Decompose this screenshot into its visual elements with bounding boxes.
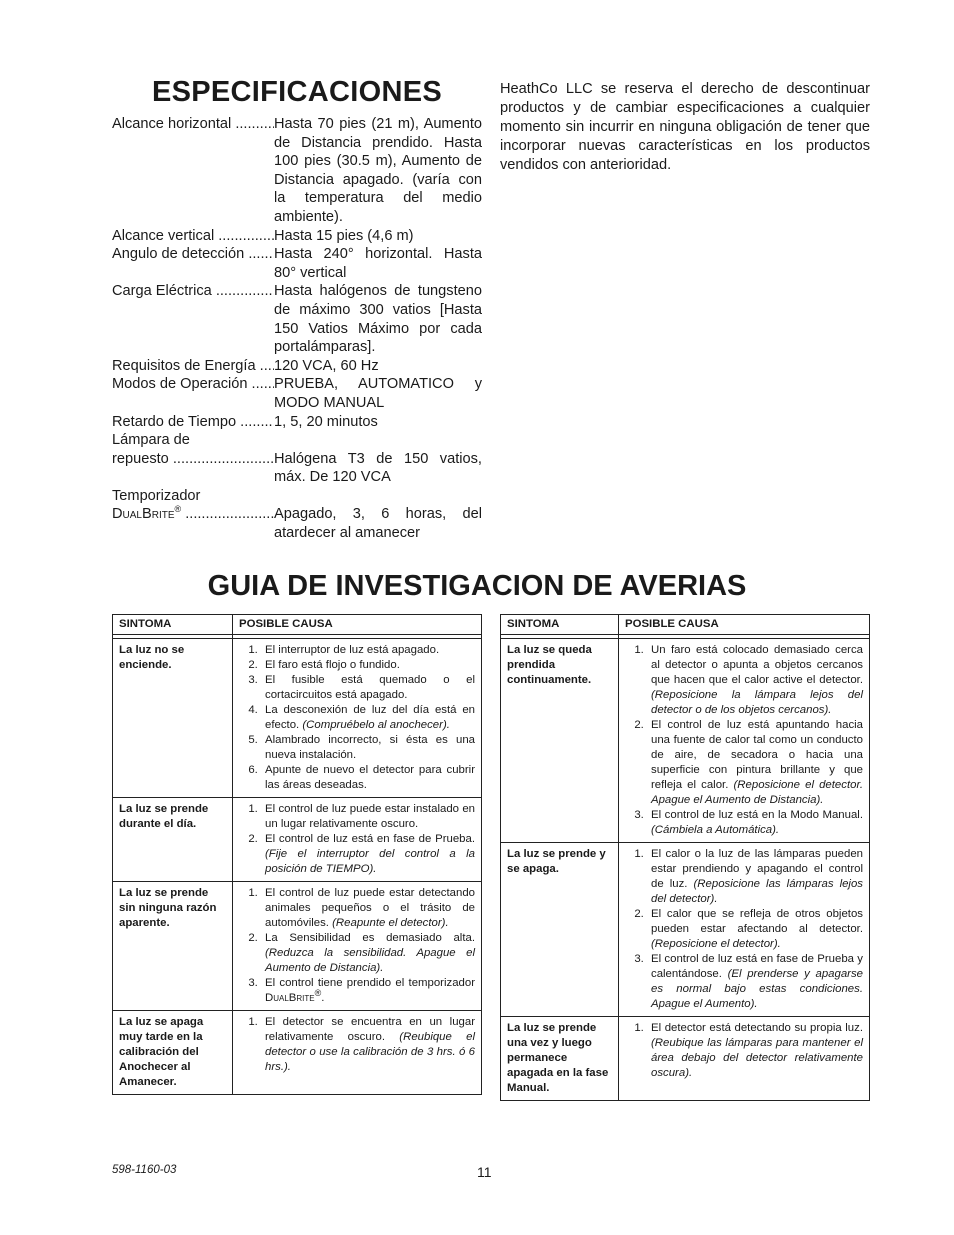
cause-note: (El prenderse y apagarse es normal bajo estas condiciones. Apague el Aumento). — [651, 968, 863, 1010]
spec-value: Hasta 70 pies (21 m), Aumento de Distancia prendido. Hasta 100 pies (30.5 m), Aumento de Distancia apagado. (varía con la temperatura del medio ambiente). — [274, 116, 482, 225]
cause-item — [647, 1021, 863, 1081]
spec-label-line: Temporizador — [112, 487, 201, 504]
spec-value: 120 VCA, 60 Hz — [274, 357, 379, 374]
cause-text: Apunte de nuevo el detector para cubrir las áreas deseadas. — [265, 764, 475, 791]
cause-item — [261, 976, 475, 1006]
cause-item — [647, 808, 863, 838]
cause-text: El detector está detectando su propia luz. — [651, 1022, 863, 1034]
cause-item — [261, 673, 475, 703]
registered-mark: ® — [174, 505, 182, 515]
cause-text: El fusible está quemado o el cortacircuitos está apagado. — [265, 674, 475, 701]
cause-item — [261, 763, 475, 793]
disclaimer-paragraph: HeathCo LLC se reserva el derecho de descontinuar productos y de cambiar especificaciones a cualquier momento sin incurrir en ninguna obligación de tener que incorporar nuevas características en los productos vendidos con anterioridad. — [500, 81, 870, 173]
cause-note: (Reposicione la lámpara lejos del detector o de los objetos cercanos). — [651, 689, 863, 716]
spec-label — [112, 375, 274, 412]
symptom-cell: La luz se prende y se apaga. — [501, 843, 619, 1017]
spec-label-value: DualBrite — [112, 506, 175, 523]
spec-value: PRUEBA, AUTOMATICO y MODO MANUAL — [274, 376, 482, 411]
symptom-cell: La luz no se enciende. — [113, 639, 233, 798]
symptom-cell: La luz se prende sin ninguna razón aparente. — [113, 882, 233, 1011]
spec-row — [112, 227, 482, 246]
cause-note: (Reposicione el detector). — [651, 938, 781, 950]
registered-mark: ® — [314, 988, 322, 999]
cause-text: El control de luz está en fase de Prueba. — [265, 833, 475, 845]
cause-list — [625, 643, 863, 838]
cause-note: (Fije el interruptor del control a la posición de TIEMPO). — [265, 848, 475, 875]
cause-item — [261, 733, 475, 763]
spec-label-text — [112, 358, 274, 374]
cause-text: El detector se encuentra en un lugar relativamente oscuro. — [265, 1016, 475, 1043]
spec-row — [112, 375, 482, 412]
specifications-title: ESPECIFICACIONES — [151, 76, 442, 108]
header-symptom: SINTOMA — [113, 615, 233, 635]
cause-text: El calor que se refleja de otros objetos pueden estar afectando al detector. — [651, 908, 863, 935]
cause-text: El control de luz está apuntando hacia una fuente de calor tal como un conducto de aire, de secadora o hacia una superficie con pintura brillante y que refleja el calor. — [651, 719, 863, 791]
spec-label-value: Retardo de Tiempo — [112, 413, 237, 430]
symptom-cell: La luz se apaga muy tarde en la calibración del Anochecer al Amanecer. — [113, 1011, 233, 1095]
spec-row — [112, 450, 482, 487]
spec-value: Hasta 240° horizontal. Hasta 80° vertical — [274, 246, 482, 281]
cause-item — [261, 931, 475, 976]
cause-note: (Reposicione las lámparas lejos del detector). — [651, 878, 863, 905]
cause-item — [647, 718, 863, 808]
cause-cell — [233, 639, 482, 798]
spec-label — [112, 282, 274, 356]
cause-text: El faro está flojo o fundido. — [265, 659, 400, 671]
cause-tail: . — [321, 992, 325, 1004]
cause-text: El control de luz está en la Modo Manual. — [651, 809, 863, 821]
spec-label-text — [112, 116, 274, 132]
table-row — [113, 798, 482, 882]
cause-text: La Sensibilidad es demasiado alta. — [265, 932, 475, 944]
spec-row — [112, 505, 482, 542]
cause-note: (Reapunte el detector). — [332, 917, 449, 929]
cause-text: El control tiene prendido el temporizador — [265, 977, 475, 989]
brand-name: DualBrite — [265, 992, 315, 1004]
cause-item — [647, 643, 863, 718]
spec-value: 1, 5, 20 minutos — [274, 413, 378, 430]
spec-row — [112, 282, 482, 356]
symptom-cell: La luz se queda prendida continuamente. — [501, 639, 619, 843]
spec-label-value: Requisitos de Energía — [112, 357, 256, 374]
cause-note: (Cámbiela a Automática). — [651, 824, 780, 836]
spec-label — [112, 505, 274, 542]
spec-label-value: Angulo de detección — [112, 246, 245, 263]
cause-text: El control de luz está en fase de Prueba y calentándose. — [651, 953, 863, 980]
document-number: 598-1160-03 — [112, 1164, 177, 1176]
spec-label-text — [112, 228, 274, 244]
spec-label-text — [112, 376, 274, 392]
spec-value: Apagado, 3, 6 horas, del atardecer al amanecer — [274, 506, 482, 542]
table-row — [113, 639, 482, 798]
spec-label — [112, 413, 274, 432]
spec-label-text — [112, 414, 274, 430]
spec-value: Hasta 15 pies (4,6 m) — [274, 227, 414, 244]
cause-item — [261, 658, 475, 673]
spec-value: Halógena T3 de 150 vatios, máx. De 120 VCA — [274, 450, 482, 486]
cause-cell — [233, 882, 482, 1011]
cause-cell — [619, 843, 870, 1017]
cause-list — [239, 1015, 475, 1075]
cause-list — [625, 847, 863, 1012]
spec-label-text — [112, 246, 274, 262]
spec-label-text — [112, 451, 274, 467]
cause-cell — [619, 639, 870, 843]
spec-label-value: Modos de Operación — [112, 376, 248, 393]
cause-list — [625, 1021, 863, 1081]
specifications-list — [112, 115, 482, 543]
cause-item — [647, 952, 863, 1012]
page-number: 11 — [477, 1164, 492, 1180]
cause-list — [239, 802, 475, 877]
cause-text: Un faro está colocado demasiado cerca al detector o apunta a objetos cercanos que hacen que el calor active el detector. — [651, 644, 863, 686]
cause-item — [261, 886, 475, 931]
spec-label — [112, 245, 274, 282]
table-row — [113, 1011, 482, 1095]
cause-note: (Reduzca la sensibilidad. Apague el Aumento de Distancia). — [265, 947, 475, 974]
symptom-cell: La luz se prende durante el día. — [113, 798, 233, 882]
cause-item — [261, 832, 475, 877]
cause-text: Alambrado incorrecto, si ésta es una nueva instalación. — [265, 734, 475, 761]
spec-row — [112, 245, 482, 282]
troubleshooting-table-right — [500, 614, 870, 1101]
table-row — [501, 843, 870, 1017]
cause-text: El calor o la luz de las lámparas pueden estar prendiendo y apagando el control de luz. — [651, 848, 863, 890]
spec-label-line: Lámpara de — [112, 432, 190, 449]
cause-note: (Reposicione el detector. Apague el Aumento de Distancia). — [651, 779, 863, 806]
cause-text: El control de luz puede estar detectando animales pequeños o el trásito de automóviles. — [265, 887, 475, 929]
cause-list — [239, 643, 475, 793]
header-cause: POSIBLE CAUSA — [233, 615, 482, 635]
spec-label — [112, 357, 274, 376]
cause-cell — [619, 1017, 870, 1101]
cause-text: El control de luz puede estar instalado en un lugar relativamente oscuro. — [265, 803, 475, 830]
cause-item — [647, 907, 863, 952]
spec-row — [112, 115, 482, 227]
table-row — [501, 1017, 870, 1101]
spec-row — [112, 357, 482, 376]
header-symptom: SINTOMA — [501, 615, 619, 635]
spec-label — [112, 115, 274, 227]
spec-label — [112, 450, 274, 487]
header-cause: POSIBLE CAUSA — [619, 615, 870, 635]
cause-item — [261, 802, 475, 832]
spec-label-value: repuesto — [112, 450, 169, 467]
cause-item — [261, 643, 475, 658]
spec-label-text — [112, 283, 274, 299]
cause-note: (Reubique las lámparas para mantener el área debajo del detector relativamente oscura). — [651, 1037, 863, 1079]
troubleshooting-table-left — [112, 614, 482, 1095]
table-row — [113, 882, 482, 1011]
cause-item — [261, 1015, 475, 1075]
cause-list — [239, 886, 475, 1006]
cause-cell — [233, 798, 482, 882]
cause-item — [647, 847, 863, 907]
cause-note: (Compruébelo al anochecer). — [302, 719, 450, 731]
cause-note: (Reubique el detector o use la calibración de 3 hrs. ó 6 hrs.). — [265, 1031, 475, 1073]
cause-text: La desconexión de luz del día está en efecto. — [265, 704, 475, 731]
troubleshooting-title: GUIA DE INVESTIGACION DE AVERIAS — [207, 570, 747, 602]
table-row — [501, 639, 870, 843]
spec-label-value: Alcance vertical — [112, 227, 215, 244]
cause-item — [261, 703, 475, 733]
spec-label-value: Carga Eléctrica — [112, 283, 212, 300]
cause-text: El interruptor de luz está apagado. — [265, 644, 440, 656]
symptom-cell: La luz se prende una vez y luego permanece apagada en la fase Manual. — [501, 1017, 619, 1101]
spec-value: Hasta halógenos de tungsteno de máximo 300 vatios [Hasta 150 Vatios Máximo por cada portalámparas]. — [274, 283, 482, 356]
spec-row — [112, 413, 482, 432]
cause-cell — [233, 1011, 482, 1095]
spec-label-text — [112, 506, 274, 522]
spec-label — [112, 227, 274, 246]
spec-label-value: Alcance horizontal — [112, 116, 232, 132]
